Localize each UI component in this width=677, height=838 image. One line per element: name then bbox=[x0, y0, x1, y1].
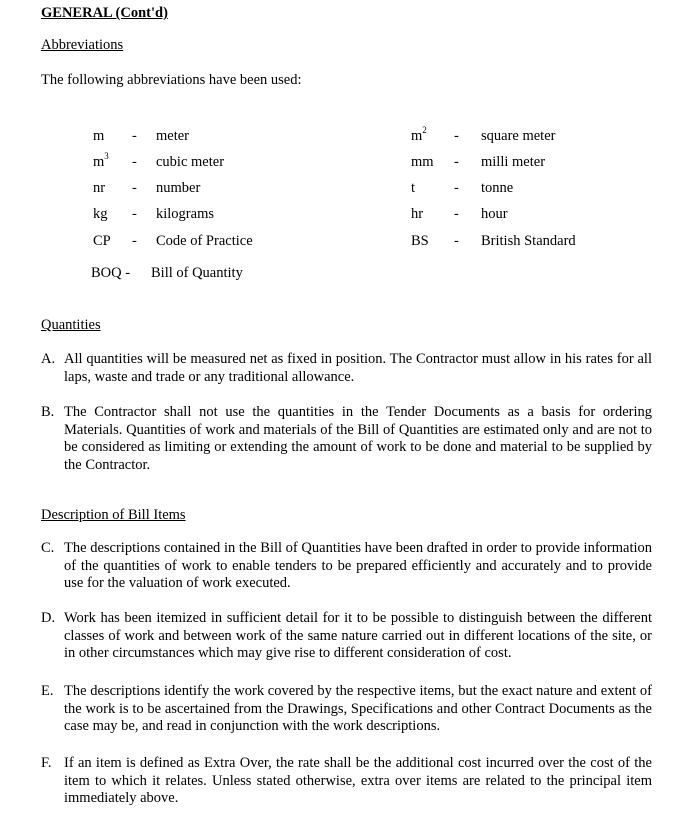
abbreviation-dash: - bbox=[132, 233, 137, 249]
abbreviation-dash: - bbox=[454, 154, 459, 170]
clause-label: C. bbox=[41, 540, 55, 556]
abbreviation-left-meaning: cubic meter bbox=[156, 154, 225, 170]
abbreviation-right-meaning: hour bbox=[481, 206, 508, 222]
abbreviation-left-meaning: kilograms bbox=[156, 206, 214, 222]
abbreviation-boq-meaning: Bill of Quantity bbox=[151, 265, 243, 281]
clause-label: B. bbox=[41, 404, 55, 420]
abbreviation-dash: - bbox=[454, 233, 459, 249]
quantities-heading: Quantities bbox=[41, 317, 101, 333]
abbreviation-dash: - bbox=[454, 128, 459, 144]
clause-text: Work has been itemized in sufficient detail for it to be possible to distinguish between the different classes of work and between work of the same nature carried out in different locations of the site, or in other circumstances which may give rise to different consideration of cost. bbox=[64, 610, 652, 661]
abbreviation-right: $m^2$ bbox=[411, 125, 427, 144]
abbreviation-dash: - bbox=[454, 180, 459, 196]
section-title: GENERAL (Cont'd) bbox=[41, 5, 168, 21]
clause-b bbox=[41, 404, 652, 474]
abbreviation-dash: - bbox=[132, 180, 137, 196]
abbreviation-dash: - bbox=[132, 154, 137, 170]
abbreviation-left-meaning: number bbox=[156, 180, 201, 196]
clause-label: F. bbox=[41, 755, 52, 771]
description-heading: Description of Bill Items bbox=[41, 507, 186, 523]
clause-d bbox=[41, 610, 652, 663]
abbreviation-left: kg bbox=[93, 206, 108, 222]
clause-f bbox=[41, 755, 652, 808]
abbreviation-right: t bbox=[411, 180, 416, 196]
abbreviation-left: $m^3$ bbox=[93, 151, 109, 170]
abbreviation-left: m bbox=[93, 128, 105, 144]
abbreviation-right: BS bbox=[411, 233, 429, 249]
clause-a bbox=[41, 351, 652, 386]
abbreviation-boq: BOQ - bbox=[91, 265, 131, 281]
abbreviation-dash: - bbox=[454, 206, 459, 222]
abbreviation-left: CP bbox=[93, 233, 111, 249]
abbreviation-left: nr bbox=[93, 180, 106, 196]
clause-text: The descriptions identify the work covered by the respective items, but the exact nature and extent of the work is to be ascertained from the Drawings, Specifications and other Contract Documents as the case may be, and read in conjunction with the work descriptions. bbox=[64, 683, 652, 734]
abbreviation-dash: - bbox=[132, 128, 137, 144]
abbreviation-right-meaning: milli meter bbox=[481, 154, 546, 170]
abbreviation-left-meaning: Code of Practice bbox=[156, 233, 253, 249]
abbreviation-right-meaning: square meter bbox=[481, 128, 556, 144]
clause-e bbox=[41, 683, 652, 736]
clause-text: The Contractor shall not use the quantities in the Tender Documents as a basis for ordering Materials. Quantities of work and materials of the Bill of Quantities are estimated only and are not to be considered as limiting or extending the amount of work to be done and material to be supplied by the Contractor. bbox=[64, 404, 652, 473]
abbreviation-left-meaning: meter bbox=[156, 128, 190, 144]
abbreviation-right-meaning: British Standard bbox=[481, 233, 576, 249]
clause-text: If an item is defined as Extra Over, the rate shall be the additional cost incurred over the cost of the item to which it relates. Unless stated otherwise, extra over items are related to the principal item immediately above. bbox=[64, 755, 652, 806]
clause-text: The descriptions contained in the Bill of Quantities have been drafted in order to provide information of the quantities of work to enable tenders to be prepared efficiently and accurately and to provide use for the valuation of work executed. bbox=[64, 540, 652, 591]
abbreviation-right-meaning: tonne bbox=[481, 180, 514, 196]
clause-c bbox=[41, 540, 652, 593]
abbreviations-intro: The following abbreviations have been used: bbox=[41, 72, 302, 88]
abbreviation-right: hr bbox=[411, 206, 424, 222]
abbreviation-dash: - bbox=[132, 206, 137, 222]
abbreviation-right: mm bbox=[411, 154, 434, 170]
abbreviations-heading: Abbreviations bbox=[41, 37, 124, 53]
clause-text: All quantities will be measured net as fixed in position. The Contractor must allow in his rates for all laps, waste and trade or any traditional allowance. bbox=[64, 351, 652, 385]
clause-label: A. bbox=[41, 351, 56, 367]
clause-label: E. bbox=[41, 683, 54, 699]
clause-label: D. bbox=[41, 610, 56, 626]
